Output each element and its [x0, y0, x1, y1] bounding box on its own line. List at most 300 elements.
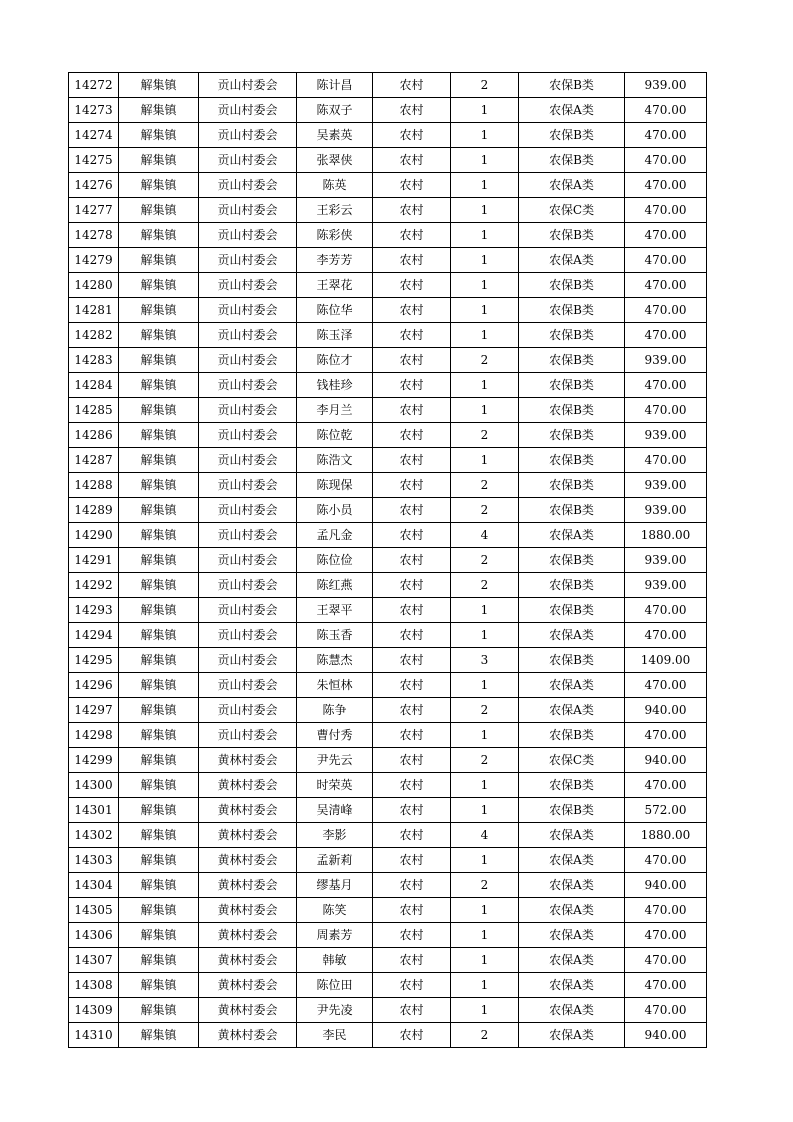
name-cell: 陈慧杰 — [297, 648, 373, 673]
amount-cell: 470.00 — [625, 898, 707, 923]
table-row — [69, 873, 707, 898]
town-cell: 解集镇 — [119, 873, 199, 898]
name-cell: 朱恒林 — [297, 673, 373, 698]
serial-cell: 14296 — [69, 673, 119, 698]
household-size-cell: 2 — [451, 573, 519, 598]
table-row — [69, 323, 707, 348]
residence-type-cell: 农村 — [373, 373, 451, 398]
household-size-cell: 2 — [451, 423, 519, 448]
amount-cell: 470.00 — [625, 198, 707, 223]
village-cell: 贡山村委会 — [199, 648, 297, 673]
household-size-cell: 2 — [451, 348, 519, 373]
village-cell: 黄林村委会 — [199, 998, 297, 1023]
table-row — [69, 823, 707, 848]
household-size-cell: 1 — [451, 248, 519, 273]
household-size-cell: 1 — [451, 98, 519, 123]
table-row — [69, 198, 707, 223]
table-row — [69, 548, 707, 573]
amount-cell: 940.00 — [625, 748, 707, 773]
name-cell: 陈计昌 — [297, 73, 373, 98]
village-cell: 贡山村委会 — [199, 548, 297, 573]
village-cell: 黄林村委会 — [199, 823, 297, 848]
name-cell: 陈笑 — [297, 898, 373, 923]
serial-cell: 14293 — [69, 598, 119, 623]
town-cell: 解集镇 — [119, 73, 199, 98]
category-cell: 农保A类 — [519, 998, 625, 1023]
category-cell: 农保A类 — [519, 973, 625, 998]
serial-cell: 14297 — [69, 698, 119, 723]
serial-cell: 14309 — [69, 998, 119, 1023]
serial-cell: 14273 — [69, 98, 119, 123]
household-size-cell: 1 — [451, 448, 519, 473]
category-cell: 农保A类 — [519, 98, 625, 123]
village-cell: 贡山村委会 — [199, 573, 297, 598]
household-size-cell: 1 — [451, 773, 519, 798]
town-cell: 解集镇 — [119, 123, 199, 148]
amount-cell: 470.00 — [625, 773, 707, 798]
village-cell: 贡山村委会 — [199, 373, 297, 398]
name-cell: 陈小员 — [297, 498, 373, 523]
amount-cell: 939.00 — [625, 498, 707, 523]
table-row — [69, 98, 707, 123]
serial-cell: 14285 — [69, 398, 119, 423]
town-cell: 解集镇 — [119, 298, 199, 323]
amount-cell: 470.00 — [625, 848, 707, 873]
category-cell: 农保A类 — [519, 898, 625, 923]
village-cell: 黄林村委会 — [199, 748, 297, 773]
name-cell: 陈英 — [297, 173, 373, 198]
household-size-cell: 1 — [451, 923, 519, 948]
table-row — [69, 948, 707, 973]
serial-cell: 14310 — [69, 1023, 119, 1048]
town-cell: 解集镇 — [119, 923, 199, 948]
name-cell: 时荣英 — [297, 773, 373, 798]
town-cell: 解集镇 — [119, 248, 199, 273]
category-cell: 农保B类 — [519, 323, 625, 348]
serial-cell: 14294 — [69, 623, 119, 648]
category-cell: 农保A类 — [519, 948, 625, 973]
town-cell: 解集镇 — [119, 473, 199, 498]
amount-cell: 939.00 — [625, 73, 707, 98]
village-cell: 贡山村委会 — [199, 273, 297, 298]
town-cell: 解集镇 — [119, 223, 199, 248]
name-cell: 陈位田 — [297, 973, 373, 998]
category-cell: 农保B类 — [519, 598, 625, 623]
category-cell: 农保B类 — [519, 773, 625, 798]
residence-type-cell: 农村 — [373, 773, 451, 798]
town-cell: 解集镇 — [119, 723, 199, 748]
residence-type-cell: 农村 — [373, 348, 451, 373]
residence-type-cell: 农村 — [373, 148, 451, 173]
residence-type-cell: 农村 — [373, 98, 451, 123]
name-cell: 陈位华 — [297, 298, 373, 323]
table-row — [69, 648, 707, 673]
serial-cell: 14298 — [69, 723, 119, 748]
village-cell: 贡山村委会 — [199, 523, 297, 548]
town-cell: 解集镇 — [119, 898, 199, 923]
village-cell: 黄林村委会 — [199, 773, 297, 798]
household-size-cell: 1 — [451, 898, 519, 923]
town-cell: 解集镇 — [119, 773, 199, 798]
table-row — [69, 973, 707, 998]
household-size-cell: 1 — [451, 673, 519, 698]
village-cell: 贡山村委会 — [199, 248, 297, 273]
household-size-cell: 1 — [451, 623, 519, 648]
roster-table — [68, 72, 707, 1048]
serial-cell: 14300 — [69, 773, 119, 798]
table-row — [69, 498, 707, 523]
category-cell: 农保B类 — [519, 548, 625, 573]
name-cell: 陈浩文 — [297, 448, 373, 473]
household-size-cell: 1 — [451, 398, 519, 423]
serial-cell: 14295 — [69, 648, 119, 673]
residence-type-cell: 农村 — [373, 1023, 451, 1048]
serial-cell: 14286 — [69, 423, 119, 448]
serial-cell: 14305 — [69, 898, 119, 923]
amount-cell: 939.00 — [625, 423, 707, 448]
residence-type-cell: 农村 — [373, 623, 451, 648]
household-size-cell: 1 — [451, 223, 519, 248]
town-cell: 解集镇 — [119, 623, 199, 648]
amount-cell: 470.00 — [625, 248, 707, 273]
household-size-cell: 2 — [451, 698, 519, 723]
table-row — [69, 123, 707, 148]
residence-type-cell: 农村 — [373, 448, 451, 473]
name-cell: 陈位才 — [297, 348, 373, 373]
name-cell: 周素芳 — [297, 923, 373, 948]
serial-cell: 14289 — [69, 498, 119, 523]
table-row — [69, 173, 707, 198]
category-cell: 农保B类 — [519, 123, 625, 148]
town-cell: 解集镇 — [119, 748, 199, 773]
serial-cell: 14304 — [69, 873, 119, 898]
category-cell: 农保A类 — [519, 848, 625, 873]
amount-cell: 470.00 — [625, 673, 707, 698]
amount-cell: 940.00 — [625, 698, 707, 723]
residence-type-cell: 农村 — [373, 973, 451, 998]
household-size-cell: 1 — [451, 948, 519, 973]
amount-cell: 470.00 — [625, 173, 707, 198]
amount-cell: 470.00 — [625, 398, 707, 423]
household-size-cell: 1 — [451, 123, 519, 148]
name-cell: 陈现保 — [297, 473, 373, 498]
residence-type-cell: 农村 — [373, 298, 451, 323]
serial-cell: 14303 — [69, 848, 119, 873]
residence-type-cell: 农村 — [373, 573, 451, 598]
category-cell: 农保B类 — [519, 498, 625, 523]
village-cell: 贡山村委会 — [199, 473, 297, 498]
serial-cell: 14281 — [69, 298, 119, 323]
category-cell: 农保B类 — [519, 423, 625, 448]
table-row — [69, 223, 707, 248]
town-cell: 解集镇 — [119, 648, 199, 673]
table-row — [69, 1023, 707, 1048]
table-row — [69, 923, 707, 948]
category-cell: 农保B类 — [519, 573, 625, 598]
town-cell: 解集镇 — [119, 998, 199, 1023]
serial-cell: 14290 — [69, 523, 119, 548]
category-cell: 农保B类 — [519, 273, 625, 298]
household-size-cell: 2 — [451, 748, 519, 773]
table-row — [69, 698, 707, 723]
residence-type-cell: 农村 — [373, 73, 451, 98]
village-cell: 贡山村委会 — [199, 598, 297, 623]
amount-cell: 1409.00 — [625, 648, 707, 673]
household-size-cell: 1 — [451, 973, 519, 998]
town-cell: 解集镇 — [119, 323, 199, 348]
table-row — [69, 623, 707, 648]
residence-type-cell: 农村 — [373, 548, 451, 573]
village-cell: 黄林村委会 — [199, 873, 297, 898]
name-cell: 陈红燕 — [297, 573, 373, 598]
household-size-cell: 2 — [451, 473, 519, 498]
village-cell: 贡山村委会 — [199, 323, 297, 348]
household-size-cell: 1 — [451, 373, 519, 398]
town-cell: 解集镇 — [119, 548, 199, 573]
name-cell: 陈玉香 — [297, 623, 373, 648]
table-row — [69, 423, 707, 448]
name-cell: 陈位乾 — [297, 423, 373, 448]
amount-cell: 470.00 — [625, 223, 707, 248]
name-cell: 缪基月 — [297, 873, 373, 898]
town-cell: 解集镇 — [119, 448, 199, 473]
serial-cell: 14299 — [69, 748, 119, 773]
household-size-cell: 1 — [451, 323, 519, 348]
name-cell: 吴素英 — [297, 123, 373, 148]
serial-cell: 14277 — [69, 198, 119, 223]
residence-type-cell: 农村 — [373, 473, 451, 498]
residence-type-cell: 农村 — [373, 198, 451, 223]
category-cell: 农保A类 — [519, 173, 625, 198]
name-cell: 尹先凌 — [297, 998, 373, 1023]
residence-type-cell: 农村 — [373, 823, 451, 848]
town-cell: 解集镇 — [119, 273, 199, 298]
serial-cell: 14282 — [69, 323, 119, 348]
name-cell: 李芳芳 — [297, 248, 373, 273]
residence-type-cell: 农村 — [373, 173, 451, 198]
village-cell: 贡山村委会 — [199, 623, 297, 648]
village-cell: 黄林村委会 — [199, 798, 297, 823]
name-cell: 陈位俭 — [297, 548, 373, 573]
name-cell: 钱桂珍 — [297, 373, 373, 398]
serial-cell: 14291 — [69, 548, 119, 573]
village-cell: 黄林村委会 — [199, 1023, 297, 1048]
household-size-cell: 3 — [451, 648, 519, 673]
table-row — [69, 248, 707, 273]
amount-cell: 1880.00 — [625, 823, 707, 848]
town-cell: 解集镇 — [119, 673, 199, 698]
table-row — [69, 723, 707, 748]
table-row — [69, 373, 707, 398]
residence-type-cell: 农村 — [373, 323, 451, 348]
category-cell: 农保B类 — [519, 148, 625, 173]
village-cell: 贡山村委会 — [199, 148, 297, 173]
table-row — [69, 348, 707, 373]
category-cell: 农保A类 — [519, 698, 625, 723]
name-cell: 陈争 — [297, 698, 373, 723]
household-size-cell: 1 — [451, 848, 519, 873]
amount-cell: 470.00 — [625, 973, 707, 998]
serial-cell: 14306 — [69, 923, 119, 948]
table-row — [69, 523, 707, 548]
name-cell: 王彩云 — [297, 198, 373, 223]
residence-type-cell: 农村 — [373, 423, 451, 448]
town-cell: 解集镇 — [119, 848, 199, 873]
town-cell: 解集镇 — [119, 423, 199, 448]
village-cell: 贡山村委会 — [199, 98, 297, 123]
amount-cell: 470.00 — [625, 273, 707, 298]
serial-cell: 14276 — [69, 173, 119, 198]
table-row — [69, 573, 707, 598]
residence-type-cell: 农村 — [373, 998, 451, 1023]
household-size-cell: 4 — [451, 823, 519, 848]
household-size-cell: 1 — [451, 148, 519, 173]
name-cell: 孟新莉 — [297, 848, 373, 873]
category-cell: 农保C类 — [519, 198, 625, 223]
category-cell: 农保A类 — [519, 923, 625, 948]
category-cell: 农保C类 — [519, 748, 625, 773]
table-row — [69, 773, 707, 798]
category-cell: 农保A类 — [519, 523, 625, 548]
village-cell: 贡山村委会 — [199, 448, 297, 473]
household-size-cell: 1 — [451, 273, 519, 298]
town-cell: 解集镇 — [119, 823, 199, 848]
village-cell: 贡山村委会 — [199, 123, 297, 148]
village-cell: 黄林村委会 — [199, 848, 297, 873]
residence-type-cell: 农村 — [373, 498, 451, 523]
category-cell: 农保B类 — [519, 298, 625, 323]
table-row — [69, 798, 707, 823]
household-size-cell: 1 — [451, 298, 519, 323]
category-cell: 农保A类 — [519, 673, 625, 698]
household-size-cell: 1 — [451, 173, 519, 198]
residence-type-cell: 农村 — [373, 223, 451, 248]
residence-type-cell: 农村 — [373, 598, 451, 623]
name-cell: 孟凡金 — [297, 523, 373, 548]
category-cell: 农保A类 — [519, 623, 625, 648]
household-size-cell: 1 — [451, 998, 519, 1023]
table-row — [69, 398, 707, 423]
residence-type-cell: 农村 — [373, 523, 451, 548]
serial-cell: 14301 — [69, 798, 119, 823]
amount-cell: 470.00 — [625, 148, 707, 173]
category-cell: 农保B类 — [519, 448, 625, 473]
village-cell: 贡山村委会 — [199, 698, 297, 723]
household-size-cell: 1 — [451, 598, 519, 623]
category-cell: 农保A类 — [519, 248, 625, 273]
serial-cell: 14307 — [69, 948, 119, 973]
household-size-cell: 2 — [451, 1023, 519, 1048]
name-cell: 尹先云 — [297, 748, 373, 773]
category-cell: 农保A类 — [519, 873, 625, 898]
village-cell: 贡山村委会 — [199, 173, 297, 198]
name-cell: 李民 — [297, 1023, 373, 1048]
serial-cell: 14275 — [69, 148, 119, 173]
town-cell: 解集镇 — [119, 1023, 199, 1048]
name-cell: 张翠侠 — [297, 148, 373, 173]
household-size-cell: 2 — [451, 548, 519, 573]
table-row — [69, 298, 707, 323]
name-cell: 王翠花 — [297, 273, 373, 298]
village-cell: 黄林村委会 — [199, 973, 297, 998]
serial-cell: 14279 — [69, 248, 119, 273]
town-cell: 解集镇 — [119, 698, 199, 723]
amount-cell: 939.00 — [625, 573, 707, 598]
residence-type-cell: 农村 — [373, 723, 451, 748]
category-cell: 农保A类 — [519, 823, 625, 848]
name-cell: 韩敏 — [297, 948, 373, 973]
amount-cell: 470.00 — [625, 323, 707, 348]
serial-cell: 14292 — [69, 573, 119, 598]
serial-cell: 14302 — [69, 823, 119, 848]
name-cell: 陈玉泽 — [297, 323, 373, 348]
village-cell: 贡山村委会 — [199, 198, 297, 223]
household-size-cell: 4 — [451, 523, 519, 548]
category-cell: 农保B类 — [519, 648, 625, 673]
town-cell: 解集镇 — [119, 598, 199, 623]
amount-cell: 940.00 — [625, 1023, 707, 1048]
table-row — [69, 273, 707, 298]
residence-type-cell: 农村 — [373, 948, 451, 973]
town-cell: 解集镇 — [119, 198, 199, 223]
table-row — [69, 73, 707, 98]
serial-cell: 14283 — [69, 348, 119, 373]
amount-cell: 939.00 — [625, 348, 707, 373]
village-cell: 贡山村委会 — [199, 673, 297, 698]
category-cell: 农保B类 — [519, 473, 625, 498]
amount-cell: 470.00 — [625, 998, 707, 1023]
village-cell: 黄林村委会 — [199, 948, 297, 973]
town-cell: 解集镇 — [119, 348, 199, 373]
name-cell: 李影 — [297, 823, 373, 848]
category-cell: 农保B类 — [519, 73, 625, 98]
category-cell: 农保B类 — [519, 373, 625, 398]
name-cell: 陈双子 — [297, 98, 373, 123]
residence-type-cell: 农村 — [373, 248, 451, 273]
table-row — [69, 898, 707, 923]
residence-type-cell: 农村 — [373, 873, 451, 898]
residence-type-cell: 农村 — [373, 273, 451, 298]
town-cell: 解集镇 — [119, 948, 199, 973]
table-row — [69, 598, 707, 623]
town-cell: 解集镇 — [119, 398, 199, 423]
village-cell: 贡山村委会 — [199, 398, 297, 423]
name-cell: 陈彩侠 — [297, 223, 373, 248]
amount-cell: 470.00 — [625, 98, 707, 123]
residence-type-cell: 农村 — [373, 398, 451, 423]
household-size-cell: 2 — [451, 873, 519, 898]
table-row — [69, 998, 707, 1023]
village-cell: 黄林村委会 — [199, 898, 297, 923]
serial-cell: 14308 — [69, 973, 119, 998]
town-cell: 解集镇 — [119, 148, 199, 173]
name-cell: 李月兰 — [297, 398, 373, 423]
town-cell: 解集镇 — [119, 798, 199, 823]
amount-cell: 572.00 — [625, 798, 707, 823]
category-cell: 农保B类 — [519, 798, 625, 823]
residence-type-cell: 农村 — [373, 923, 451, 948]
town-cell: 解集镇 — [119, 498, 199, 523]
table-row — [69, 848, 707, 873]
serial-cell: 14278 — [69, 223, 119, 248]
village-cell: 贡山村委会 — [199, 298, 297, 323]
amount-cell: 470.00 — [625, 298, 707, 323]
residence-type-cell: 农村 — [373, 123, 451, 148]
household-size-cell: 2 — [451, 73, 519, 98]
amount-cell: 470.00 — [625, 723, 707, 748]
category-cell: 农保B类 — [519, 398, 625, 423]
serial-cell: 14287 — [69, 448, 119, 473]
